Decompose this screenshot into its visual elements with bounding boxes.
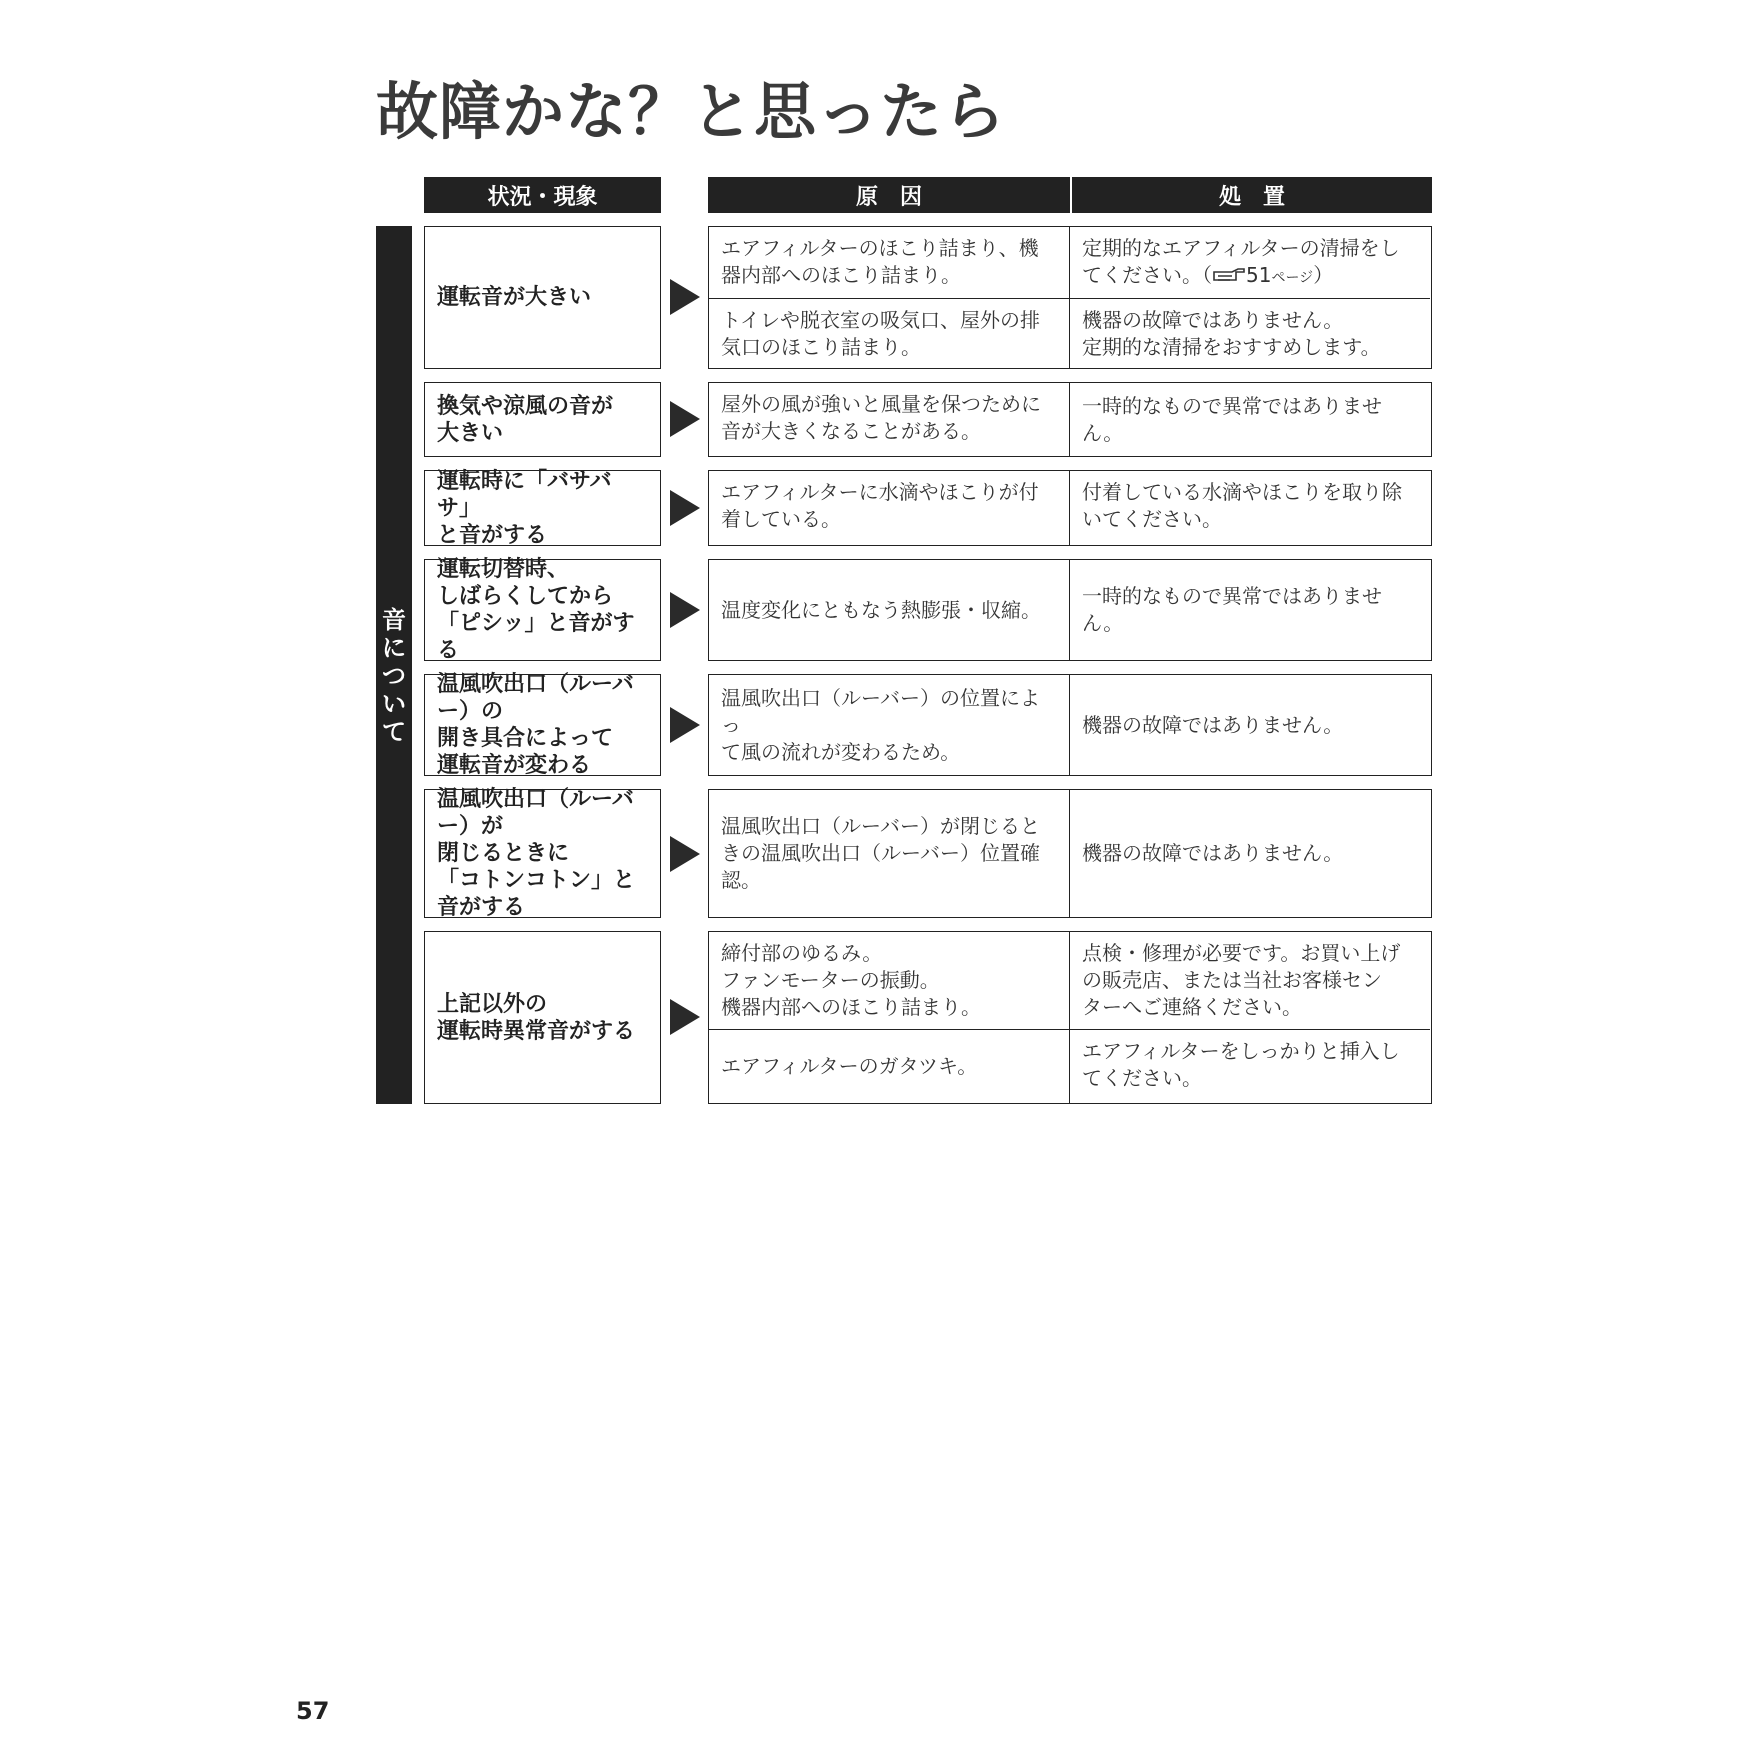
remedy-text: 定期的なエアフィルターの清掃をし てください。（ xyxy=(1082,236,1400,287)
remedy-cell xyxy=(1070,227,1430,299)
pointing-hand-icon xyxy=(1212,266,1246,284)
cause-cell: 温風吹出口（ルーバー）の位置によっ て風の流れが変わるため。 xyxy=(709,675,1070,775)
symptom-cell xyxy=(424,470,661,546)
arrow-icon xyxy=(670,401,700,437)
cause-cell: エアフィルターのガタツキ。 xyxy=(709,1030,1070,1103)
symptom-cell xyxy=(424,674,661,776)
cause-cell: トイレや脱衣室の吸気口、屋外の排 気口のほこり詰まり。 xyxy=(709,299,1070,368)
page-reference: 51 xyxy=(1246,263,1272,287)
symptom-text: 温風吹出口（ルーバー）が 閉じるときに 「コトンコトン」と 音がする xyxy=(437,787,636,920)
cause-cell: 屋外の風が強いと風量を保つために 音が大きくなることがある。 xyxy=(709,383,1070,456)
cause-cell: エアフィルターに水滴やほこりが付 着している。 xyxy=(709,471,1070,545)
page-number: 57 xyxy=(296,1697,330,1725)
cause-remedy-group xyxy=(708,382,1432,457)
symptom-text: 運転時に「バサバサ」 と音がする xyxy=(437,468,612,548)
remedy-cell: 一時的なもので異常ではありません。 xyxy=(1082,393,1382,445)
symptom-text: 運転音が大きい xyxy=(437,285,592,310)
remedy-cell: 一時的なもので異常ではありません。 xyxy=(1082,584,1382,635)
symptom-text: 換気や涼風の音が 大きい xyxy=(437,393,614,446)
cause-cell: 温風吹出口（ルーバー）が閉じると きの温風吹出口（ルーバー）位置確認。 xyxy=(709,790,1070,917)
cause-remedy-group xyxy=(708,674,1432,776)
cause-cell: エアフィルターのほこり詰まり、機 器内部へのほこり詰まり。 xyxy=(709,227,1070,299)
header-cause: 原 因 xyxy=(708,177,1070,213)
remedy-cell: 機器の故障ではありません。 定期的な清掃をおすすめします。 xyxy=(1082,308,1381,359)
category-label: 音について xyxy=(382,606,406,746)
page-reference-unit: ページ xyxy=(1271,270,1314,286)
cause-remedy-group xyxy=(708,226,1432,369)
symptom-cell xyxy=(424,226,661,369)
remedy-cell: 機器の故障ではありません。 xyxy=(1082,841,1344,865)
symptom-cell xyxy=(424,382,661,457)
cause-remedy-group xyxy=(708,470,1432,546)
cause-cell: 締付部のゆるみ。 ファンモーターの振動。 機器内部へのほこり詰まり。 xyxy=(709,932,1070,1030)
category-tab xyxy=(376,226,412,1104)
symptom-text: 温風吹出口（ルーバー）の 開き具合によって 運転音が変わる xyxy=(437,672,634,778)
arrow-icon xyxy=(670,999,700,1035)
remedy-cell: 付着している水滴やほこりを取り除 いてください。 xyxy=(1082,480,1402,531)
remedy-cell: 点検・修理が必要です。お買い上げ の販売店、または当社お客様セン ターへご連絡ください。 xyxy=(1070,932,1430,1030)
page-title: 故障かな？と思ったら xyxy=(376,75,1007,148)
arrow-icon xyxy=(670,592,700,628)
remedy-cell: エアフィルターをしっかりと挿入し てください。 xyxy=(1082,1039,1400,1090)
cause-remedy-group xyxy=(708,789,1432,918)
symptom-cell xyxy=(424,931,661,1104)
symptom-cell xyxy=(424,559,661,661)
symptom-text: 運転切替時、 しばらくしてから 「ピシッ」と音がする xyxy=(437,557,635,663)
remedy-cell: 機器の故障ではありません。 xyxy=(1082,712,1344,737)
arrow-icon xyxy=(670,279,700,315)
header-remedy: 処 置 xyxy=(1072,177,1432,213)
arrow-icon xyxy=(670,490,700,526)
remedy-text-end: ） xyxy=(1313,263,1334,287)
arrow-icon xyxy=(670,707,700,743)
arrow-icon xyxy=(670,836,700,872)
header-symptom: 状況・現象 xyxy=(424,177,661,213)
symptom-text: 上記以外の 運転時異常音がする xyxy=(437,991,636,1044)
cause-remedy-group xyxy=(708,559,1432,661)
cause-cell: 温度変化にともなう熱膨張・収縮。 xyxy=(709,560,1070,660)
cause-remedy-group xyxy=(708,931,1432,1104)
symptom-cell xyxy=(424,789,661,918)
